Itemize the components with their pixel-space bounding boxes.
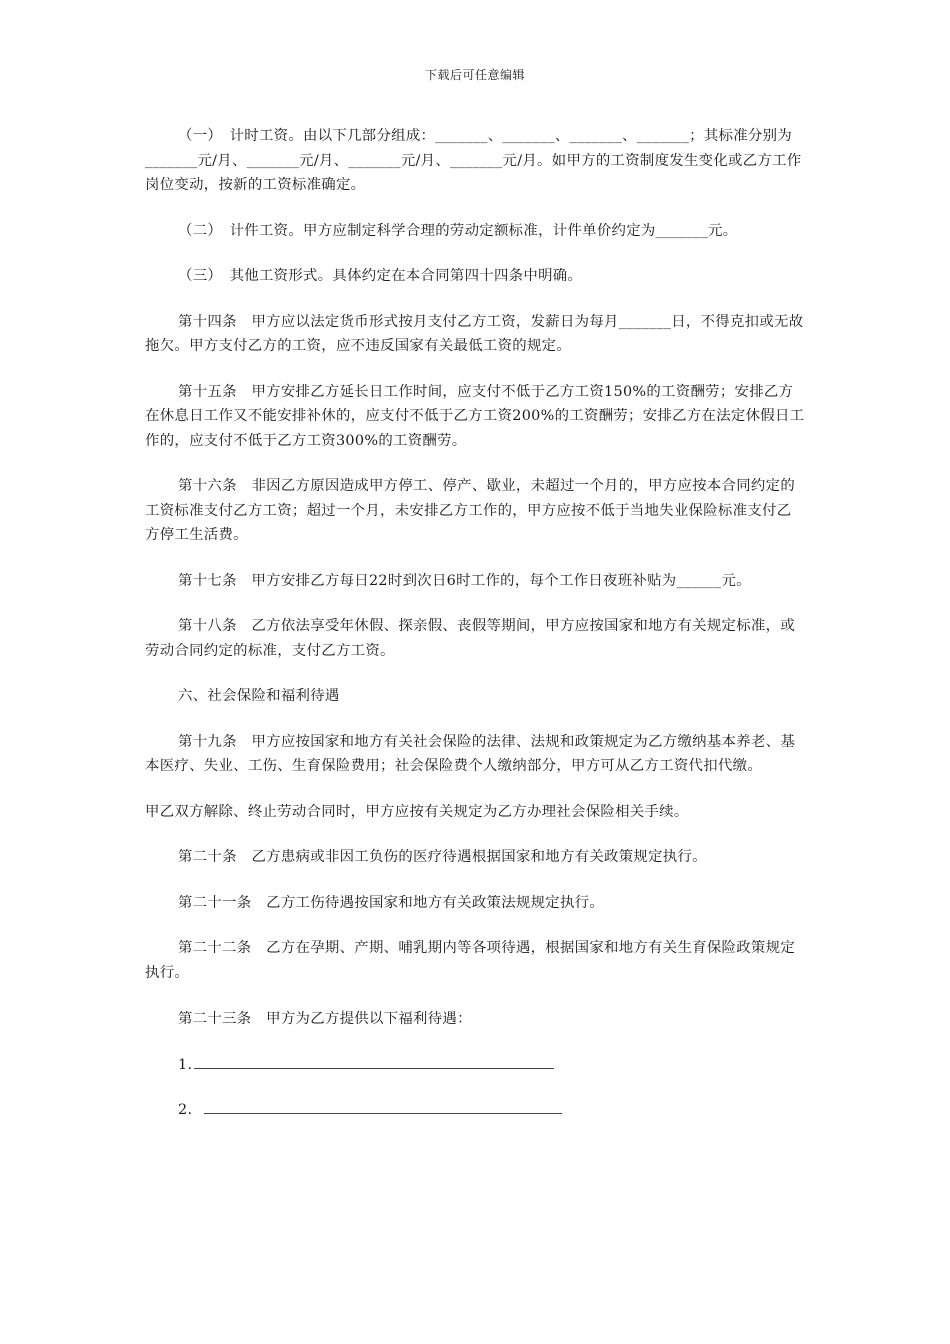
list-item [145,1053,805,1078]
clause-other-wage: （三） 其他工资形式。具体约定在本合同第四十四条中明确。 [178,268,583,284]
article-23: 第二十三条 甲方为乙方提供以下福利待遇： [178,1011,472,1027]
article-20: 第二十条 乙方患病或非因工负伤的医疗待遇根据国家和地方有关政策规定执行。 [178,849,707,865]
fill-in-blank-line [204,1099,562,1114]
article-22: 第二十二条 乙方在孕期、产期、哺乳期内等各项待遇，根据国家和地方有关生育保险政策规定执行。 [145,940,796,981]
list-item-number: 1. [178,1056,193,1073]
article-16: 第十六条 非因乙方原因造成甲方停工、停产、歇业，未超过一个月的，甲方应按本合同约定的工资标准支付乙方工资；超过一个月，未安排乙方工作的，甲方应按不低于当地失业保险标准支付乙方停工生活费。 [145,478,796,543]
article-18: 第十八条 乙方依法享受年休假、探亲假、丧假等期间，甲方应按国家和地方有关规定标准，或劳动合同约定的标准，支付乙方工资。 [145,618,796,659]
document-body [145,124,805,1123]
fill-in-blank-line [194,1054,554,1069]
article-17: 第十七条 甲方安排乙方每日22时到次日6时工作的，每个工作日夜班补贴为______元。 [178,572,751,589]
article-15: 第十五条 甲方安排乙方延长日工作时间，应支付不低于乙方工资150%的工资酬劳；安排乙方在休息日工作又不能安排补休的，应支付不低于乙方工资200%的工资酬劳；安排乙方在法定休假日工作的，应支付不低于乙方工资300%的工资酬劳。 [145,383,805,449]
clause-piece-wage: （二） 计件工资。甲方应制定科学合理的劳动定额标准，计件单价约定为_______元。 [178,222,738,239]
clause-hourly-wage: （一） 计时工资。由以下几部分组成：_______、_______、_______、_______；其标准分别为_______元/月、_______元/月、_______元/月、_______元/月。如甲方的工资制度发生变化或乙方工作岗位变动，按新的工资标准确定。 [145,128,802,193]
list-item [145,1098,805,1123]
article-21: 第二十一条 乙方工伤待遇按国家和地方有关政策法规规定执行。 [178,894,605,911]
list-item-number: 2. [178,1102,193,1118]
page-header: 下载后可任意编辑 [424,68,525,82]
section-heading-social-insurance: 六、社会保险和福利待遇 [178,688,340,704]
article-19: 第十九条 甲方应按国家和地方有关社会保险的法律、法规和政策规定为乙方缴纳基本养老、基本医疗、失业、工伤、生育保险费用；社会保险费个人缴纳部分，甲方可从乙方工资代扣代缴。 [145,733,796,774]
article-19-supplement: 甲乙双方解除、终止劳动合同时，甲方应按有关规定为乙方办理社会保险相关手续。 [145,803,689,820]
article-14: 第十四条 甲方应以法定货币形式按月支付乙方工资，发薪日为每月_______日，不得克扣或无故拖欠。甲方支付乙方的工资，应不违反国家有关最低工资的规定。 [145,313,804,354]
